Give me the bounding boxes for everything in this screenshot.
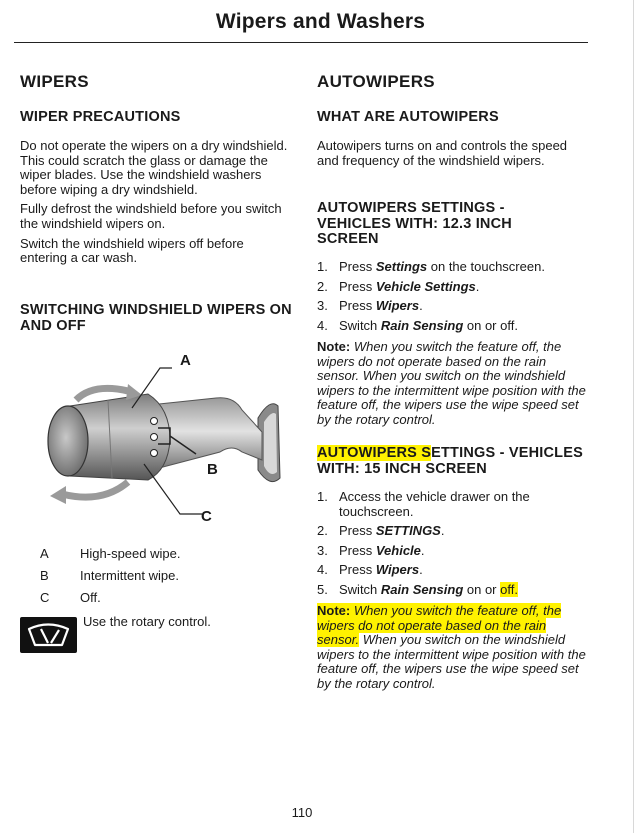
highlighted-heading-text: AUTOWIPERS S xyxy=(317,445,432,461)
step-item xyxy=(317,563,567,578)
precaution-paragraph: Do not operate the wipers on a dry windshield. This could scratch the glass or damage the wiper blades. Use the windshield washers before wiping a dry windshield. xyxy=(20,138,288,197)
steps-list xyxy=(317,260,589,333)
stalk-end-cap xyxy=(48,406,88,476)
what-are-autowipers xyxy=(317,110,592,126)
switching-section xyxy=(20,303,292,334)
legend-key: C xyxy=(40,590,50,605)
legend-value: Off. xyxy=(80,590,101,605)
note-text: When you switch the feature off, the wipers do not operate based on the rain sensor. When you switch on the windshield wipers to the intermittent wipe position with the feature off, the wipers use the wipe speed set by the rotary control. xyxy=(317,339,586,427)
settings-12-note xyxy=(317,340,589,428)
step-text: Press xyxy=(339,562,376,578)
step-text: Press xyxy=(339,259,376,274)
step-text: Press xyxy=(339,298,376,314)
wiper-precautions-heading: WIPER PRECAUTIONS xyxy=(20,109,181,125)
autowipers-heading: AUTOWIPERS xyxy=(317,72,435,91)
step-text: . xyxy=(419,298,423,314)
step-number: 1. xyxy=(317,489,328,504)
step-ui-label: Vehicle Settings xyxy=(375,278,476,294)
windshield-wiper-icon xyxy=(20,617,77,653)
settings-15-heading: ETTINGS - VEHICLES WITH: 15 INCH SCREEN xyxy=(317,445,583,477)
precaution-paragraph: Switch the windshield wipers off before entering a car wash. xyxy=(20,235,244,266)
page-number: 110 xyxy=(291,805,313,820)
step-number: 2. xyxy=(317,523,328,539)
page-title: Wipers and Washers xyxy=(215,10,426,33)
step-text: . xyxy=(419,562,423,578)
step-ui-label: SETTINGS xyxy=(375,523,441,539)
step-ui-label: Wipers xyxy=(375,298,420,314)
step-number: 4. xyxy=(317,317,328,333)
step-item xyxy=(317,299,589,314)
steps-list xyxy=(317,490,567,598)
step-item xyxy=(317,260,589,275)
step-text: Switch xyxy=(339,581,381,597)
switching-heading: SWITCHING WINDSHIELD WIPERS ON AND OFF xyxy=(20,302,292,334)
callout-a: A xyxy=(180,352,191,369)
settings-15-steps xyxy=(317,490,567,598)
step-text: on the touchscreen. xyxy=(427,259,545,274)
rotate-down-arrow-icon xyxy=(62,482,128,497)
step-number: 1. xyxy=(317,259,328,274)
legend-value: High-speed wipe. xyxy=(80,546,181,561)
step-text: on or xyxy=(463,581,501,597)
step-number: 3. xyxy=(317,298,328,314)
precaution-paragraph: Fully defrost the windshield before you switch the windshield wipers on. xyxy=(20,201,282,231)
step-item xyxy=(317,544,567,559)
step-item xyxy=(317,583,567,598)
step-item xyxy=(317,319,589,334)
step-text: . xyxy=(440,523,445,539)
step-text: Access the vehicle drawer on the touchscreen. xyxy=(339,489,530,519)
step-text: Press xyxy=(339,523,376,539)
step-text: Switch xyxy=(339,317,381,333)
wiper-precautions xyxy=(20,110,295,126)
section-wipers-heading xyxy=(20,72,295,92)
step-text: Press xyxy=(339,278,376,294)
section-autowipers xyxy=(317,72,592,92)
step-number: 3. xyxy=(317,542,328,558)
what-are-autowipers-heading: WHAT ARE AUTOWIPERS xyxy=(317,109,499,125)
step-text: on or off. xyxy=(463,317,518,333)
settings-12-heading: AUTOWIPERS SETTINGS - VEHICLES WITH: 12.3 INCH SCREEN xyxy=(317,200,512,247)
step-ui-label: Settings xyxy=(375,259,428,274)
settings-12-steps xyxy=(317,260,589,333)
legend-value: Intermittent wipe. xyxy=(80,568,179,583)
step-text: Press xyxy=(339,542,376,558)
callout-b: B xyxy=(207,461,218,478)
note-label: Note: xyxy=(317,603,351,618)
step-text: . xyxy=(475,278,480,294)
settings-15-section xyxy=(317,446,589,477)
what-are-autowipers-body xyxy=(317,139,587,168)
step-item xyxy=(317,280,589,295)
step-number: 5. xyxy=(317,581,328,597)
page-edge xyxy=(633,0,634,833)
title-rule xyxy=(14,42,588,43)
step-ui-label: Rain Sensing xyxy=(380,581,464,597)
note-text: When you switch on the windshield wipers to the intermittent wipe position with the feature off, the wipers use the wipe speed set by the rotary control. xyxy=(317,632,586,691)
step-ui-label: Rain Sensing xyxy=(380,317,464,333)
step-ui-label: Vehicle xyxy=(375,542,421,558)
highlighted-step-text: off. xyxy=(500,581,518,597)
wiper-stalk-illustration xyxy=(20,348,295,530)
wipers-heading: WIPERS xyxy=(20,72,89,91)
autowipers-description: Autowipers turns on and controls the speed and frequency of the windshield wipers. xyxy=(317,138,568,168)
callout-c: C xyxy=(201,508,212,525)
step-item xyxy=(317,490,567,519)
step-text: . xyxy=(420,542,425,558)
step-ui-label: Wipers xyxy=(375,562,420,578)
step-number: 2. xyxy=(317,278,328,294)
rotary-instruction: Use the rotary control. xyxy=(83,614,211,629)
highlighted-note-text: When you switch the feature off, the wipers do not operate based on the rain sensor. xyxy=(317,603,562,648)
step-item xyxy=(317,524,567,539)
note-label: Note: xyxy=(317,339,351,354)
settings-15-note xyxy=(317,604,589,692)
precautions-body xyxy=(20,139,292,266)
step-number: 4. xyxy=(317,562,328,578)
legend-key: B xyxy=(40,568,49,583)
settings-12-section xyxy=(317,201,567,248)
legend-key: A xyxy=(40,546,49,561)
